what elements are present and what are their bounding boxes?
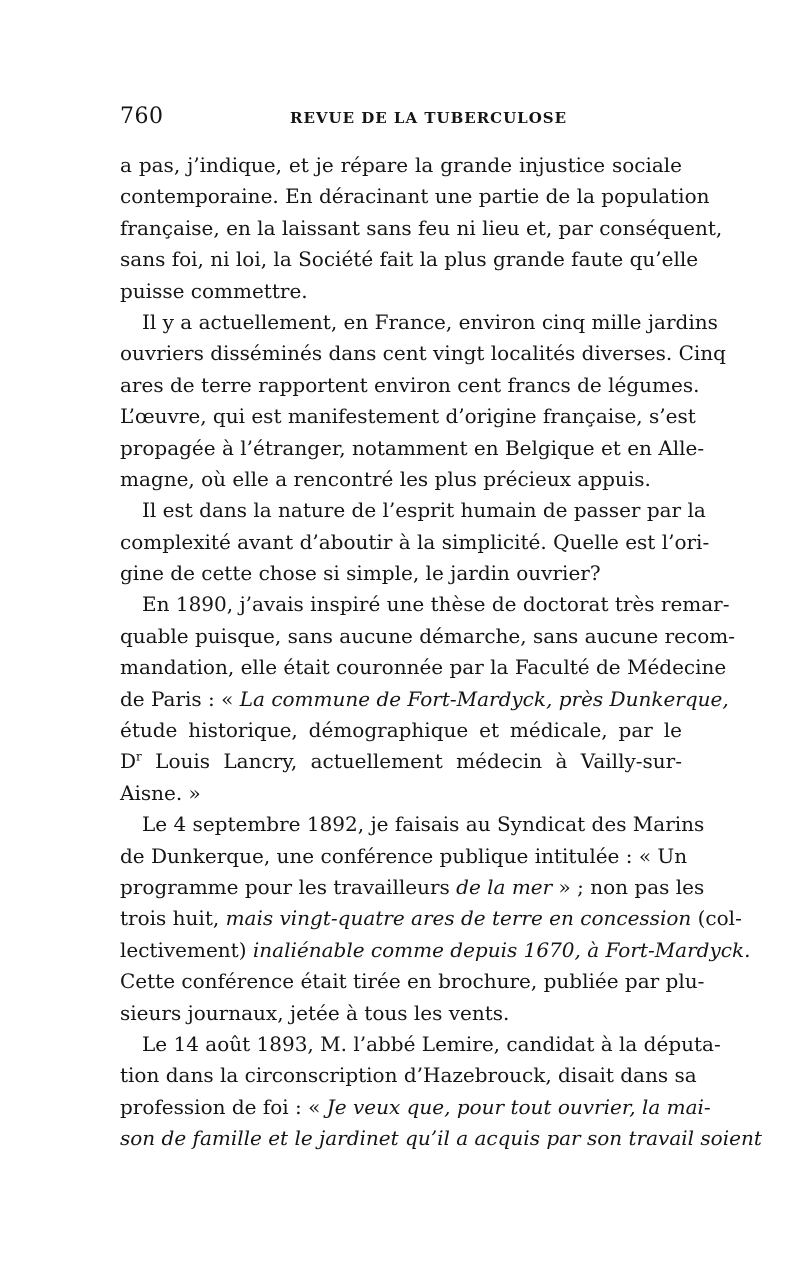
text-line: gine de cette chose si simple, le jardin ouvrier?: [120, 561, 601, 586]
paragraph-first-line: En 1890, j’avais inspiré une thèse de doctorat très remar-: [142, 592, 730, 617]
text-line: quable puisque, sans aucune démarche, sans aucune recom-: [120, 623, 735, 648]
text-line: [120, 935, 751, 966]
superscript: r: [136, 749, 142, 764]
text-segment: (col-: [691, 906, 742, 931]
italic-segment: inaliénable comme depuis 1670, à Fort-Mardyck.: [252, 937, 751, 962]
text-line: étude historique, démographique et médicale, par le: [120, 718, 682, 743]
paragraph-first-line: Il est dans la nature de l’esprit humain de passer par la: [142, 498, 706, 523]
text-line: complexité avant d’aboutir à la simplicité. Quelle est l’ori-: [120, 529, 710, 554]
text-segment: de Paris : «: [120, 686, 234, 711]
page-header: [120, 104, 680, 134]
text-line: [120, 746, 682, 777]
text-line: ares de terre rapportent environ cent francs de légumes.: [120, 372, 700, 397]
paragraph-first-line: Le 14 août 1893, M. l’abbé Lemire, candidat à la députa-: [142, 1031, 721, 1056]
text-line: sans foi, ni loi, la Société fait la plus grande faute qu’elle: [120, 247, 699, 272]
text-line: française, en la laissant sans feu ni lieu et, par conséquent,: [120, 215, 723, 240]
text-line: magne, où elle a rencontré les plus précieux appuis.: [120, 466, 651, 491]
text-line: puisse commettre.: [120, 278, 308, 303]
text-line: Aisne. »: [120, 780, 201, 805]
text-line: L’œuvre, qui est manifestement d’origine française, s’est: [120, 404, 696, 429]
text-line: Cette conférence était tirée en brochure, publiée par plu-: [120, 969, 705, 994]
text-line: [120, 1092, 711, 1123]
text-segment: D: [120, 749, 137, 774]
text-line: [120, 872, 705, 903]
italic-segment: mais vingt-quatre ares de terre en concession: [225, 906, 692, 931]
running-title: REVUE DE LA TUBERCULOSE: [290, 109, 568, 127]
text-line: ouvriers disséminés dans cent vingt localités diverses. Cinq: [120, 341, 726, 366]
text-line: tion dans la circonscription d’Hazebrouck, disait dans sa: [120, 1063, 697, 1088]
text-line: [120, 684, 729, 715]
text-segment: » ; non pas les: [552, 874, 705, 899]
body-text: [120, 150, 762, 1155]
page-number: 760: [120, 104, 164, 129]
text-line: propagée à l’étranger, notamment en Belgique et en Alle-: [120, 435, 705, 460]
text-segment: programme pour les travailleurs: [120, 874, 457, 899]
text-segment: trois huit,: [120, 906, 226, 931]
text-line: a pas, j’indique, et je répare la grande injustice sociale: [120, 153, 682, 177]
quote-italic: Je veux que, pour tout ouvrier, la mai-: [326, 1094, 711, 1119]
text-line: [120, 903, 742, 934]
text-line: mandation, elle était couronnée par la Faculté de Médecine: [120, 655, 727, 680]
italic-segment: de la mer: [456, 874, 553, 899]
quote-italic-line: son de famille et le jardinet qu’il a acquis par son travail soient: [120, 1126, 762, 1151]
text-line: sieurs journaux, jetée à tous les vents.: [120, 1000, 510, 1025]
text-line: de Dunkerque, une conférence publique intitulée : « Un: [120, 843, 688, 868]
text-segment: profession de foi : «: [120, 1094, 327, 1119]
text-segment: Louis Lancry, actuellement médecin à Vailly-sur-: [141, 749, 682, 774]
paragraph-first-line: Il y a actuellement, en France, environ cinq mille jardins: [142, 309, 718, 334]
thesis-title-italic: La commune de Fort-Mardyck, près Dunkerque,: [239, 686, 729, 711]
text-line: contemporaine. En déracinant une partie de la population: [120, 184, 710, 209]
text-segment: lectivement): [120, 937, 253, 962]
paragraph-first-line: Le 4 septembre 1892, je faisais au Syndicat des Marins: [142, 812, 705, 837]
